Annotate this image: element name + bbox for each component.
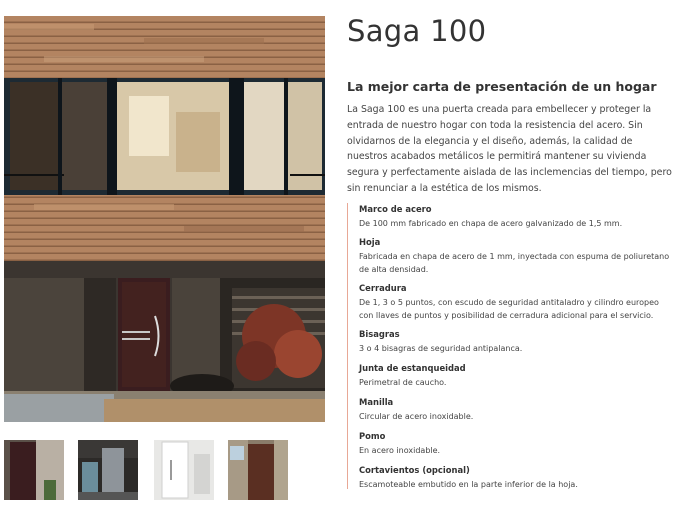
spec-item [359,396,671,424]
product-description: La Saga 100 es una puerta creada para embellecer y proteger la entrada de nuestro hogar con toda la resistencia del acero. Sin olvidarnos de la elegancia y el diseño, además, la calidad de nuestros acabados metálicos le permitirá mantener su vivienda segura y perfectamente aislada de las inclemencias del tiempo, pero sin renunciar a la estética de los mismos. [347,104,672,194]
spec-item [359,430,671,458]
product-subtitle: La mejor carta de presentación de un hogar [347,79,657,94]
spec-label: Hoja [359,237,381,247]
spec-label: Marco de acero [359,204,432,214]
spec-label: Pomo [359,431,386,441]
thumbnail-1[interactable] [4,440,64,500]
spec-value: Escamoteable embutido en la parte inferior de la hoja. [359,480,578,489]
spec-value: De 1, 3 o 5 puntos, con escudo de seguridad antitaladro y cilindro europeo con llaves de puntos y posibilidad de cerradura adicional para el servicio. [359,298,659,320]
spec-value: En acero inoxidable. [359,446,441,455]
hero-image [4,16,325,422]
spec-list [347,203,673,489]
spec-value: 3 o 4 bisagras de seguridad antipalanca. [359,344,523,353]
spec-item [359,203,671,231]
spec-label: Cortavientos (opcional) [359,465,470,475]
spec-item [359,328,671,356]
spec-label: Cerradura [359,283,407,293]
thumbnail-3[interactable] [154,440,214,500]
spec-value: Perimetral de caucho. [359,378,447,387]
spec-item [359,236,671,276]
spec-label: Junta de estanqueidad [359,363,466,373]
thumbnail-gallery [4,440,294,500]
spec-item [359,282,671,322]
spec-item [359,464,671,492]
product-title: Saga 100 [347,14,487,48]
spec-item [359,362,671,390]
thumbnail-2[interactable] [78,440,138,500]
spec-label: Manilla [359,397,394,407]
spec-label: Bisagras [359,329,400,339]
spec-value: Fabricada en chapa de acero de 1 mm, inyectada con espuma de poliuretano de alta densidad. [359,252,670,274]
thumbnail-4[interactable] [228,440,288,500]
spec-value: De 100 mm fabricado en chapa de acero galvanizado de 1,5 mm. [359,219,623,228]
spec-value: Circular de acero inoxidable. [359,412,474,421]
